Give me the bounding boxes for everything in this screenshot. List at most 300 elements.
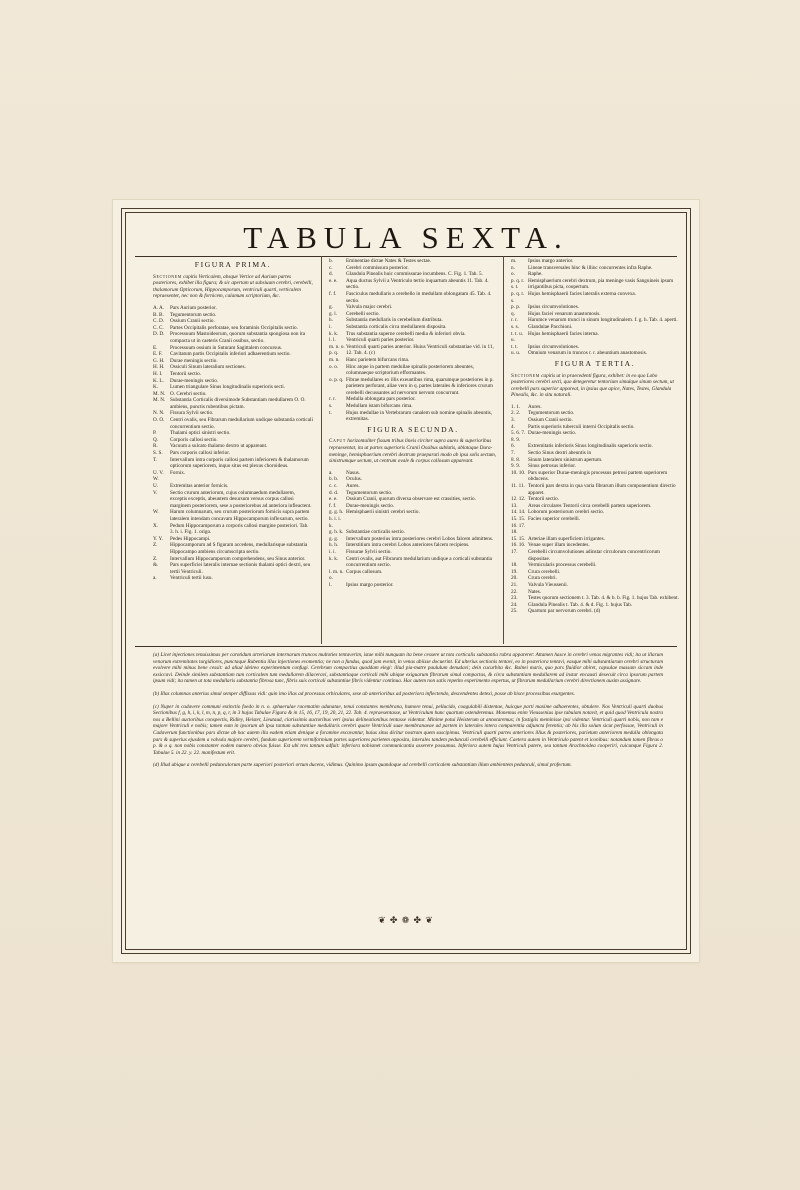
legend-entry (511, 258, 679, 265)
legend-key: P. (153, 430, 157, 437)
legend-entry (329, 265, 497, 272)
legend-key: f. f. (329, 502, 337, 509)
column-divider (321, 256, 322, 644)
legend-text: Fibrae medullares ex illis exeuntibus rima, quarumque posteriores in p. parietem perforant, aliae vero in q. partes laterales & inferiores crurum cerebelli decussantes ad nervorum nervum concurrunt. (346, 376, 494, 396)
legend-entry (511, 304, 679, 311)
legend-key: l. l. (329, 337, 336, 344)
figura-secunda-legend (329, 470, 497, 589)
legend-text: Oculus. (346, 476, 362, 483)
column-right (511, 258, 679, 615)
legend-text: Fissura Sylvii sectio. (170, 410, 214, 417)
column-left (153, 258, 313, 582)
legend-text: Pars corporis callosi inferior. (170, 450, 230, 457)
legend-key: d. (329, 271, 333, 278)
legend-key: 14. 14. (511, 509, 526, 516)
figura-prima-intro (153, 274, 313, 300)
legend-text: Cerebelli circumvolutiones adinstar circulorum concentricorum dispositae. (528, 548, 660, 562)
ornament-tailpiece: ❦ ✤ ❁ ✤ ❦ (378, 915, 434, 925)
legend-text: Nates. (528, 588, 542, 595)
legend-text: Processuum ossium in Suturam Sagittalem concursus. (170, 344, 283, 351)
legend-entry (511, 317, 679, 324)
legend-key: h. (329, 317, 333, 324)
legend-key: V. (153, 489, 158, 496)
legend-text: Harumce venarum trunci in sinum longitudinalem. f. g. h. Tab. 4. aperti. (528, 317, 678, 324)
legend-key: b. b. (329, 476, 339, 483)
legend-key: U. V. W. (153, 469, 164, 483)
footnote-a: (a) Licet injectiones tenuissimas per carotidum arteriarum internarum truncos multoties tentaverim, istae mihi nunquam ita bene cessere ut tota corticalis substantia rubra appareret: Attamen hasce in cerebri venas migrantes vidi; ita ut illarum venarum extremitates turgidiores, punctaque Rubentia illas injectiones evomentia; ne non a fundus, quod jam evenit, in venas abiisse docuerint. Ed ulterius sectionis tentavi, eo in posteriora tentavi, easque mihi substantiarum cerebri structuram evolvere mihi minus bene cessit: ad aliud ideireo experimentum confugi. Cerebrum compactius quoddam elegi: illud pia-matre paululum denudavi; dein cucurbita &c. Balnei maris, quo pars fluidior abiret, capsulae massam siccam inde exsiccavi. Deinde similem substantiam tum corticalem tum medullarem dilaceravi, substantiaque corticali mihi ubique exiguarum fibrarum simul compactas, & circa substantiam medullarem ad instar encausti desecuit circa ipsorum partem ipsum vidi; ita tamen ut tota medullaris substantia fibrosa tunc, fibris suis corticali substantiae fibris videntur continua. Hac autem non satis repetito experimento expertus, ut fibrarum medullarium cerebri directionem ausim assignare. (153, 652, 663, 685)
legend-entry (511, 562, 679, 569)
figura-tertia-legend (511, 404, 679, 615)
legend-text: Arteriae illam superficiem irrigantes. (528, 535, 605, 542)
legend-text: Tentorii sectio. (528, 496, 560, 503)
legend-entry (511, 278, 679, 291)
legend-entry (153, 450, 313, 457)
legend-entry (329, 509, 497, 529)
legend-text: Fissurae Sylvii sectio. (346, 548, 392, 555)
legend-text: Loborum posteriorum cerebri sectio. (528, 509, 605, 516)
legend-text: Extremitatis inferioris Sinus longitudinalis superioris sectio. (528, 443, 653, 450)
legend-entry (153, 397, 313, 410)
legend-key: g. g. (329, 535, 339, 542)
legend-key: R. (153, 443, 158, 450)
legend-text: Tentorii pars dextra in qua varia fibrarum illum componentium directio apparet. (528, 483, 676, 496)
legend-entry (153, 305, 313, 312)
legend-key: i. (329, 323, 332, 330)
legend-entry (329, 529, 497, 536)
legend-key: s. (329, 403, 333, 410)
legend-text: Nasus. (346, 469, 360, 476)
legend-entry (153, 378, 313, 385)
legend-text: Substantia corticalis circa medullarem disposita. (346, 323, 447, 330)
legend-text: Centri ovalis, seu Fibrarum medullarium undique substantia corticali concurrentium sectio. (170, 417, 313, 430)
legend-key: t. t. (511, 343, 518, 350)
legend-entry (153, 483, 313, 490)
heading-figura-tertia: FIGURA TERTIA. (554, 358, 636, 368)
figura-tertia-intro (511, 373, 679, 399)
legend-key: r. r. (329, 396, 336, 403)
legend-key: H. I. (153, 370, 163, 377)
legend-entry (153, 371, 313, 378)
legend-key: i. i. (329, 548, 336, 555)
legend-text: Tegumentorum sectio. (170, 311, 217, 318)
legend-text: Corporis callosi sectio. (170, 436, 218, 443)
legend-text: Hujus hemisphaerii facies interna. (528, 330, 599, 337)
legend-entry (153, 318, 313, 325)
legend-key: M. N. (153, 390, 166, 397)
legend-entry (329, 483, 497, 490)
legend-key: f. f. (329, 290, 337, 297)
legend-text: Testes quorum sectionem t. 3. Tab. 4. & b. b. Fig. 1. hujus Tab. exhibent. (528, 595, 679, 602)
legend-entry (153, 364, 313, 371)
legend-entry (329, 291, 497, 304)
legend-entry (153, 509, 313, 522)
legend-key: o. p. q. (329, 376, 344, 383)
legend-entry (329, 311, 497, 318)
legend-text: Cavitatum partis Occipitalis inferiori adhaerentium sectio. (170, 351, 291, 358)
legend-key: 24. (511, 601, 518, 608)
legend-entry (153, 430, 313, 437)
legend-key: g. (329, 304, 333, 311)
legend-key: 13. (511, 502, 518, 509)
legend-key: b. (329, 258, 333, 264)
legend-key: D. D. (153, 331, 165, 338)
legend-text: Vermicularis processus cerebelli. (528, 562, 597, 569)
legend-entry (511, 483, 679, 496)
title-rule (135, 256, 677, 257)
legend-text: Hujus medullae in Vertebrarum canalem sub nomine spinalis abeuntis, extremitas. (346, 409, 493, 423)
legend-entry (511, 595, 679, 602)
legend-entry (329, 403, 497, 410)
legend-entry (329, 337, 497, 344)
legend-key: o. (511, 271, 515, 278)
legend-text: Areas circulares Tentorii circa cerebelli partem superiorem. (528, 502, 652, 509)
legend-key: t. (329, 409, 332, 416)
legend-text: O. Cerebri sectio. (170, 390, 207, 397)
legend-text: Tegumentorum sectio. (528, 410, 575, 417)
legend-key: E. (153, 344, 158, 351)
legend-text: Glandulae Pacchioni. (528, 323, 573, 330)
legend-entry (511, 424, 679, 431)
legend-key: l. (329, 581, 332, 588)
legend-key: g. g. h. h. i. i. k. (329, 509, 344, 529)
legend-key: k. k. (329, 330, 339, 337)
legend-text: Glandula Pinealis t. Tab. 4. & d. Fig. 1. hujus Tab. (528, 601, 633, 608)
legend-entry (511, 549, 679, 562)
legend-key: M. N. (153, 397, 166, 404)
heading-figura-prima: FIGURA PRIMA. (194, 260, 272, 269)
legend-key: c. c. (329, 483, 338, 489)
legend-key: 15. 15. 16. 17. 18. (511, 515, 526, 536)
legend-key: A. A. (153, 304, 165, 311)
legend-entry (329, 556, 497, 569)
legend-entry (153, 457, 313, 470)
legend-key: 19. (511, 568, 518, 575)
legend-key: Z. (153, 555, 158, 562)
legend-key: C. D. (153, 318, 165, 325)
legend-entry (153, 312, 313, 319)
legend-entry (511, 417, 679, 424)
legend-text: Intervallum posterius intra posteriores cerebri Lobos falcem admittens. (346, 535, 494, 542)
legend-text: Trus substantia superne cerebelli media & inferiori obvia. (346, 330, 466, 337)
legend-text: Glandula Pinealis huic commissurae incumbens. C. Fig. 1. Tab. 5. (346, 271, 483, 278)
legend-text: Corpus callosum. (346, 568, 383, 575)
legend-text: Sectio Sinus dextri abeuntis in (528, 450, 592, 457)
legend-text: Durae-meningis sectio. (170, 377, 219, 384)
legend-key: a. (329, 469, 333, 476)
intro-lead: Sectionem (153, 273, 182, 280)
legend-key: 9. 9. (511, 463, 521, 470)
legend-key: 4. (511, 423, 515, 430)
legend-entry (511, 503, 679, 510)
legend-key: a. (153, 575, 157, 582)
legend-text: Hinc atque in partem medullae spinalis posteriorem abeuntes, columnaeque scriptorium efformantes. (346, 363, 474, 377)
legend-text: Facies superior cerebelli. (528, 515, 580, 522)
legend-key: s. s. (511, 323, 519, 330)
legend-entry (511, 450, 679, 457)
legend-entry (329, 490, 497, 497)
legend-text: Ipsius circumvolutiones. (528, 304, 580, 311)
legend-entry (153, 523, 313, 536)
legend-entry (329, 470, 497, 477)
legend-key: 12. 12. (511, 496, 526, 503)
legend-text: Tentorii sectio. (170, 370, 202, 377)
legend-text: Hemisphaerium cerebri dextrum, pia meninge vasis Sanguineis ipsum irrigantibus picta, coopertum. (528, 277, 674, 291)
legend-text: Interstitium intra cerebri Lobos anteriores falcem recipiens. (346, 542, 470, 549)
column-middle (329, 258, 497, 589)
legend-entry (511, 542, 679, 549)
legend-key: u. u. (511, 350, 521, 357)
legend-text: Vacuum a sulcato thalamo dextro ut appareant. (170, 443, 268, 450)
legend-entry (329, 357, 497, 364)
legend-key: 18. (511, 562, 518, 569)
legend-text: Ossium Cranii sectio. (170, 318, 215, 325)
legend-text: Hujus hemisphaerii facies lateralis externa convexa. (528, 290, 637, 297)
legend-key: G. H. (153, 357, 165, 364)
legend-text: Tegumentorum sectio. (346, 489, 393, 496)
legend-text: Pedes Hippocampi. (170, 535, 211, 542)
legend-entry (511, 291, 679, 304)
legend-text: Lumen triangulare Sinus longitudinalis superioris secti. (170, 384, 285, 391)
legend-text: Hippocamporum ad S figuram accedens, medullarisque substantia Hippocampo ambiens circumscripta sectio. (170, 542, 308, 555)
legend-entry (153, 410, 313, 417)
legend-text: Ossium Cranii sectio. (528, 417, 573, 424)
legend-entry (153, 391, 313, 398)
legend-key: 1. 1. (511, 403, 521, 410)
legend-key: l. m. n. o. (329, 568, 344, 582)
legend-key: d. d. (329, 489, 339, 496)
legend-text: Crura cerebri. (528, 575, 557, 582)
legend-entry (329, 503, 497, 510)
legend-key: 23. (511, 595, 518, 602)
legend-text: Intervallum intra corporis callosi partem inferiorem & thalamorum opticorum superiorem, inquo situs est plexus choroideus. (170, 456, 309, 470)
legend-key: 16. 16. (511, 542, 526, 549)
legend-text: Hanc parietem bifurcans rima. (346, 356, 410, 363)
legend-key: &. (153, 562, 159, 569)
legend-entry (329, 364, 497, 377)
legend-key: m. (511, 258, 517, 264)
legend-entry (153, 351, 313, 358)
intro-text: horizontaliter fissum tribus lineis circiter supra aures & superioribus repraesentat, ita ut partes superioris Cranii Ossibus sublatis, ablataque Dura-meninge, hemisphaerium cerebri dextrum praeparati modo ab ipsa solis sectum, sinistrumque sectum, ut centrum ovale & corpus callosum appareant. (329, 438, 497, 465)
legend-entry (329, 410, 497, 423)
legend-entry (329, 278, 497, 291)
intro-lead: Caput (329, 438, 346, 445)
legend-key: e. e. (329, 496, 338, 503)
legend-key: 25. (511, 608, 518, 615)
legend-key: O. O. (153, 417, 165, 424)
legend-entry (511, 443, 679, 450)
legend-entry (329, 317, 497, 324)
legend-entry (329, 569, 497, 582)
legend-text: Durae-meningis sectio. (528, 430, 577, 437)
legend-text: Substantia Corticalis diversimode Substantiam medullarem O. O. ambiens, punctis rubentibus pictam. (170, 397, 306, 410)
legend-key: o. o. (329, 363, 339, 370)
legend-key: 6. (511, 443, 515, 450)
legend-text: Substantiae corticalis sectio. (346, 529, 405, 536)
legend-text: Raphe. (528, 271, 543, 278)
notes-rule (135, 646, 677, 647)
legend-key: U. (153, 483, 159, 489)
legend-entry (511, 324, 679, 331)
legend-key: E. F. (153, 351, 163, 358)
legend-key: g. h. k. (329, 529, 344, 536)
legend-entry (153, 358, 313, 365)
legend-key: B. B. (153, 311, 164, 318)
legend-entry (153, 384, 313, 391)
legend-text: Ventriculi quarti paries anterior. Huius Ventriculi substantiae vid. in 11, 12. Tab. 4. (c) (346, 343, 494, 357)
legend-text: Harum columnarum, seu crurum posteriorum fornicis supra partem lateralem intendam concavam Hippocamporum inflexarum, sectio. (170, 509, 310, 522)
legend-key: H. H. (153, 364, 165, 371)
legend-entry (511, 410, 679, 417)
legend-key: 20. (511, 575, 518, 582)
legend-entry (153, 470, 313, 483)
legend-entry (511, 509, 679, 516)
intro-text: capitis ut in praecedenti figura, exhibet: in eo quo Lobo posteriores cerebri secti, quo detegeretur tentorium simulque sinum sectum, ut cerebelli pars superior appareat, in ipsius que apice, Nates, Testes, Glandula Pinealis, &c. in situ naturali. (511, 372, 674, 399)
legend-text: Aqua ductus Sylvii a Ventriculo tertio inquartum abeuntis 11. Tab. 4. sectio. (346, 277, 489, 291)
legend-key: W. (153, 509, 159, 516)
legend-key: S. S. (153, 450, 163, 457)
legend-entry (511, 496, 679, 503)
heading-figura-secunda: FIGURA SECUNDA. (367, 424, 459, 434)
legend-entry (329, 271, 497, 278)
legend-key: K. (153, 384, 159, 391)
legend-text: Medullam istam bifurcans rima. (346, 403, 413, 410)
legend-text: Pedum Hippocamporum a corporis callosi margine posteriori. Tab. 3. h. i. Fig. 1. origo. (170, 522, 309, 536)
footnote-c: (c) Nuper in cadavere communi extinctio foedo in n. o. sphaerulae racematim adunatae, tenui constantes membrana, humore tenui, pellucido, coagulabili distentae, huicque parti maxime adhaerentes, obtulere. Nos Ventriculi quarti duobus Sectionibus f, g, h, i, k, l, m, n, p, q, r, in 3 hujus Tabulae Figura & in 15, 16, 17, 19, 20, 21, 22. Tab. 4. repraesentasse, ut Ventriculum hunc quartum ostenderemus. Monemus enim Vieussenius ipse tabulam notavit, et quid quod Ventricula nostra nos a Bellini auctoribus conspectis, Ridley, Heister, Lieutaud, clarissimis auctoribus veri ipsius delineationibus tentasse videntur. Minime potui Heisterum ut annotaremus; in fastigiis meminisse ipsi videntur. Ventriculi quarti nobis, non tam e majore Ventriculi e nobis; tamen eum in ipsorum ab ipsa tantum substantiae medullaris cerebri quare Ventriculi suae membranaeae ad partem in laterales intera comparentia adjuncta ferentia; ab his illa solum sicut perfossae, Ventriculi in Cadaverum functionibus pars dictae ab hac autem illa eadem etiam denique a foramine excavantur, huius situs dicitur nostram quem suscipimus. Ventriculi quarti partes anteriores illius & posteriores, parietum anteriorem medulla oblongata pars & superius ejusdem a valvula majore cerebri, fundum superiorem vermiformium partes superiores parietem opposita, laterales tandem pedunculi cerebelli efficiunt. Caetera autem in Ventriculo patent et iconibus: notandum tamen fibras o p. & o q. non nobis constanter eodem numero obvias fuisse. Est ubi tres tantum adfuit: inferiora nobismet communicantia asserere possumus. Inferiora autem hujus Ventriculi patere, seu tantum Arachnoidea cooperiri, cuicunque Figura 2. Tabulae 5. in 22. y. 22. manifestum erit. (153, 703, 663, 756)
legend-text: Omnium venarum in truncos r. r. abeuntium anastomosis. (528, 350, 648, 357)
legend-key: 21. (511, 581, 518, 588)
legend-key: e. e. (329, 277, 338, 284)
plate-sheet (113, 200, 699, 962)
legend-text: Cerebelli sectio. (346, 310, 380, 317)
legend-key: r. r. (511, 317, 518, 324)
footnote-b: (b) Illas columnas anterius simul semper diffissas vidi: quin imo illas ad processus orbiculares, sese ab anterioribus ad posteriora inflectendo, descendentes detexi, posse ab hisce processibus exurgentes. (153, 690, 575, 697)
legend-text: Pars Aurium posterior. (170, 304, 217, 311)
column-divider (503, 256, 504, 644)
legend-key: k. k. (329, 555, 339, 562)
legend-entry (153, 542, 313, 555)
legend-key: C. C. (153, 324, 164, 331)
legend-entry (511, 404, 679, 411)
legend-text: Valvula major cerebri. (346, 304, 393, 311)
legend-entry (329, 377, 497, 397)
figura-secunda-intro (329, 438, 497, 464)
legend-text: Ventriculi tertii lusu. (170, 575, 213, 582)
legend-entry (153, 437, 313, 444)
legend-text: Aures. (528, 403, 542, 410)
legend-key: 22. (511, 588, 518, 595)
figura-prima-legend-cont (329, 258, 497, 423)
legend-entry (329, 324, 497, 331)
legend-entry (511, 265, 679, 272)
legend-entry (511, 463, 679, 470)
legend-text: Cerebri commissura posterior. (346, 264, 409, 271)
legend-entry (511, 608, 679, 615)
legend-key: 10. 10. (511, 469, 526, 476)
legend-text: Medulla oblongata pars posterior. (346, 396, 416, 403)
legend-entry (511, 536, 679, 543)
legend-key: T. (153, 456, 158, 463)
footnotes (153, 652, 663, 775)
legend-key: p. p. (511, 304, 521, 311)
legend-key: Q. (153, 436, 159, 443)
legend-key: Y. Y. (153, 535, 163, 542)
legend-key: 8. 8. (511, 456, 521, 463)
legend-entry (153, 331, 313, 344)
legend-text: Sinus petrosus inferior. (528, 463, 576, 470)
legend-key: Z. (153, 542, 158, 549)
legend-text: Valvula Vieussenii. (528, 581, 568, 588)
legend-text: Eminentiae dictae Nates & Testes sectae. (346, 258, 432, 264)
legend-text: Ossium Cranii, quorum diversa observare est crassities, sectio. (346, 496, 476, 503)
legend-text: Pars superficiei lateralis internae sectionis thalami optici dextri, seu tertii Ventriculi. (170, 562, 311, 575)
legend-entry (329, 344, 497, 357)
legend-text: Substantia medullaris in cerebellum distributa. (346, 317, 443, 324)
legend-key: 15. 15. (511, 535, 526, 542)
legend-entry (511, 271, 679, 278)
legend-entry (329, 476, 497, 483)
legend-key: m. n. o. p. q. (329, 343, 345, 357)
legend-text: Crura cerebelli. (528, 568, 561, 575)
legend-entry (511, 582, 679, 589)
legend-text: Lineae transversales hinc & illinc concurrentes infra Raphe. (528, 264, 653, 271)
legend-entry (153, 325, 313, 332)
legend-entry (153, 575, 313, 582)
figura-secunda-legend-cont (511, 258, 679, 357)
footnote-d: (d) Illud ubique a cerebelli pedunculorum parte superiori posteriori ortum ducens, vidimus. Quinimo ipsum quandoque ad cerebelli corticalem substantiam illum ambientem pedunculi, simul profectum. (153, 762, 572, 769)
legend-text: Pars superior Durae-meningis processus petrosi partem superiorem obducens. (528, 469, 668, 483)
legend-key: m. n. (329, 356, 340, 363)
legend-entry (329, 496, 497, 503)
legend-text: Fornix. (170, 469, 186, 476)
legend-key: h. h. (329, 542, 339, 549)
legend-key: p. q. r. s. t. (511, 277, 525, 291)
legend-key: 5. 6. 7. 8. 9. (511, 430, 526, 443)
legend-entry (153, 417, 313, 430)
legend-key: 2. 2. (511, 410, 521, 417)
legend-text: Durae meningis sectio. (170, 357, 218, 364)
legend-text: Processuum Mastoideorum, quorum substantia spongiosa non ita compacta ut in caeteris Cranii ossibus, sectio. (170, 331, 306, 344)
legend-key: c. (329, 264, 333, 271)
legend-text: Centri ovalis, aut Fibrarum medullarium undique a corticali substantia concurrentium sectio. (346, 555, 492, 569)
legend-text: Extremitas anterior fornicis. (170, 483, 229, 489)
legend-text: Durae-meningis sectio. (346, 502, 395, 509)
legend-text: Venae super illam incedentes. (528, 542, 590, 549)
legend-entry (511, 470, 679, 483)
legend-key: 11. 11. (511, 483, 525, 489)
legend-entry (329, 549, 497, 556)
legend-text: Ossiculi Sinum lateralium sectiones. (170, 364, 246, 371)
legend-text: Partis superioris tuberculi interni Occipitalis sectio. (528, 423, 635, 430)
legend-entry (511, 350, 679, 357)
legend-key: N. N. (153, 410, 165, 417)
legend-key: p. q. r. s. (511, 290, 525, 304)
legend-entry (329, 304, 497, 311)
legend-key: K. L. (153, 377, 164, 384)
legend-key: q. (511, 310, 515, 317)
legend-text: Partes Occipitalis perforatae, seu foraminis Occipitalis sectio. (170, 324, 298, 331)
legend-entry (329, 258, 497, 265)
intro-text: capitis Verticalem, absque Vertice ad Aurium partes posteriores, exhibet illa figura; & sic apertam ut subsiuum cerebri, cerebelli, thalamorum Opticorum, Hippocamporum, ventriculi quarti, verticalem repraesentet, nec non & fornicem, calamum scriptorium, &c. (153, 273, 313, 300)
legend-entry (511, 331, 679, 344)
legend-text: Sectio crurum anteriorum, cujus columnaedum medullarem, exceptis exceptis, abeuntem desursum versus corpus callosi marginem posteriorem, sese a posteriorebus ad anteriora infleactent. (170, 489, 312, 509)
legend-text: Intervallum Hippocamporum comprehendens, seu Sinus anterior. (170, 555, 306, 562)
legend-text: Sinum lateralem sinistrum apertum. (528, 456, 603, 463)
legend-text: Ventriculi quarti paries posterior. (346, 337, 415, 344)
legend-entry (511, 430, 679, 443)
legend-key: t. t. u. u. (511, 330, 523, 344)
legend-text: Hujus faciei venarum anastomosis. (528, 310, 601, 317)
intro-lead: Sectionem (511, 372, 540, 379)
